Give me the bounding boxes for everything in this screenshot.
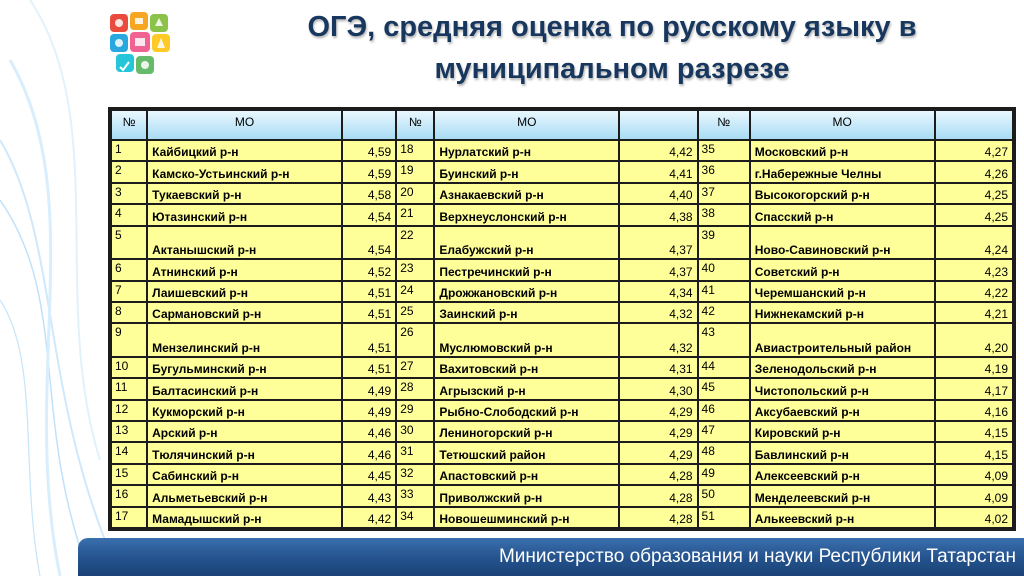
municipality-name: Советский р-н [751, 260, 934, 279]
municipality-name: Высокогорский р-н [751, 184, 934, 203]
row-number: 38 [699, 205, 749, 224]
municipality-name: Менделеевский р-н [751, 486, 934, 505]
municipality-name: Агрызский р-н [435, 379, 618, 398]
row-number: 31 [397, 443, 433, 462]
title-line-2: муниципальном разрезе [434, 53, 790, 85]
row-number: 24 [397, 282, 433, 301]
municipality-name: Муслюмовский р-н [435, 324, 618, 356]
average-score: 4,59 [343, 162, 395, 181]
municipality-name: Азнакаевский р-н [435, 184, 618, 203]
row-number: 7 [112, 282, 146, 301]
row-number: 33 [397, 486, 433, 505]
average-score: 4,29 [620, 443, 696, 462]
municipality-name: Альметьевский р-н [148, 486, 341, 505]
row-number: 10 [112, 358, 146, 377]
row-number: 23 [397, 260, 433, 279]
row-number: 41 [699, 282, 749, 301]
row-number: 51 [699, 508, 749, 528]
table-row [112, 303, 1012, 322]
table-body [112, 141, 1012, 527]
header-number: № [699, 111, 749, 139]
municipality-name: Алексеевский р-н [751, 465, 934, 484]
municipality-name: Тюлячинский р-н [148, 443, 341, 462]
average-score: 4,54 [343, 227, 395, 259]
average-score: 4,51 [343, 358, 395, 377]
row-number: 44 [699, 358, 749, 377]
municipality-name: Бугульминский р-н [148, 358, 341, 377]
average-score: 4,20 [936, 324, 1012, 356]
row-number: 40 [699, 260, 749, 279]
table-row [112, 379, 1012, 398]
average-score: 4,51 [343, 282, 395, 301]
municipality-name: Кировский р-н [751, 422, 934, 441]
row-number: 22 [397, 227, 433, 259]
table-row [112, 205, 1012, 224]
average-score: 4,27 [936, 141, 1012, 160]
row-number: 21 [397, 205, 433, 224]
average-score: 4,09 [936, 486, 1012, 505]
header-mo: МО [751, 111, 934, 139]
municipality-name: Ново-Савиновский р-н [751, 227, 934, 259]
municipality-name: Нижнекамский р-н [751, 303, 934, 322]
municipality-name: Актанышский р-н [148, 227, 341, 259]
average-score: 4,32 [620, 324, 696, 356]
table-row [112, 282, 1012, 301]
table-row [112, 184, 1012, 203]
row-number: 19 [397, 162, 433, 181]
municipality-name: Аксубаевский р-н [751, 401, 934, 420]
average-score: 4,37 [620, 227, 696, 259]
municipality-name: Буинский р-н [435, 162, 618, 181]
row-number: 4 [112, 205, 146, 224]
row-number: 49 [699, 465, 749, 484]
row-number: 42 [699, 303, 749, 322]
municipality-name: Зеленодольский р-н [751, 358, 934, 377]
row-number: 47 [699, 422, 749, 441]
row-number: 1 [112, 141, 146, 160]
average-score: 4,30 [620, 379, 696, 398]
table-row [112, 422, 1012, 441]
average-score: 4,02 [936, 508, 1012, 528]
row-number: 20 [397, 184, 433, 203]
municipality-name: Мамадышский р-н [148, 508, 341, 528]
municipality-name: Тукаевский р-н [148, 184, 341, 203]
municipality-name: Вахитовский р-н [435, 358, 618, 377]
average-score: 4,28 [620, 508, 696, 528]
footer-text: Министерство образования и науки Республики Татарстан [498, 546, 1016, 567]
municipality-name: Заинский р-н [435, 303, 618, 322]
municipality-name: Бавлинский р-н [751, 443, 934, 462]
table-row [112, 443, 1012, 462]
municipality-name: г.Набережные Челны [751, 162, 934, 181]
row-number: 9 [112, 324, 146, 356]
municipality-name: Арский р-н [148, 422, 341, 441]
municipality-name: Рыбно-Слободский р-н [435, 401, 618, 420]
average-score: 4,28 [620, 465, 696, 484]
header-score [936, 111, 1012, 139]
table-row [112, 401, 1012, 420]
row-number: 46 [699, 401, 749, 420]
average-score: 4,21 [936, 303, 1012, 322]
row-number: 2 [112, 162, 146, 181]
header-number: № [397, 111, 433, 139]
average-score: 4,26 [936, 162, 1012, 181]
municipality-name: Апастовский р-н [435, 465, 618, 484]
results-table-container [108, 107, 1016, 531]
average-score: 4,46 [343, 443, 395, 462]
row-number: 28 [397, 379, 433, 398]
average-score: 4,32 [620, 303, 696, 322]
average-score: 4,28 [620, 486, 696, 505]
row-number: 37 [699, 184, 749, 203]
row-number: 8 [112, 303, 146, 322]
municipality-name: Балтасинский р-н [148, 379, 341, 398]
row-number: 15 [112, 465, 146, 484]
municipality-name: Елабужский р-н [435, 227, 618, 259]
average-score: 4,54 [343, 205, 395, 224]
municipality-name: Новошешминский р-н [435, 508, 618, 528]
average-score: 4,29 [620, 401, 696, 420]
municipality-name: Московский р-н [751, 141, 934, 160]
municipality-name: Приволжский р-н [435, 486, 618, 505]
row-number: 27 [397, 358, 433, 377]
row-number: 14 [112, 443, 146, 462]
footer-bar [78, 538, 1024, 576]
table-row [112, 141, 1012, 160]
municipality-name: Чистопольский р-н [751, 379, 934, 398]
average-score: 4,15 [936, 422, 1012, 441]
average-score: 4,09 [936, 465, 1012, 484]
municipality-name: Атнинский р-н [148, 260, 341, 279]
table-row [112, 486, 1012, 505]
row-number: 50 [699, 486, 749, 505]
header-score [343, 111, 395, 139]
row-number: 43 [699, 324, 749, 356]
average-score: 4,51 [343, 324, 395, 356]
municipality-name: Сабинский р-н [148, 465, 341, 484]
row-number: 32 [397, 465, 433, 484]
page-title [200, 6, 1024, 98]
row-number: 3 [112, 184, 146, 203]
header-score [620, 111, 696, 139]
row-number: 12 [112, 401, 146, 420]
municipality-name: Ютазинский р-н [148, 205, 341, 224]
average-score: 4,22 [936, 282, 1012, 301]
municipality-name: Мензелинский р-н [148, 324, 341, 356]
average-score: 4,23 [936, 260, 1012, 279]
average-score: 4,25 [936, 184, 1012, 203]
row-number: 30 [397, 422, 433, 441]
row-number: 34 [397, 508, 433, 528]
header-mo: МО [148, 111, 341, 139]
average-score: 4,15 [936, 443, 1012, 462]
header-number: № [112, 111, 146, 139]
average-score: 4,38 [620, 205, 696, 224]
municipality-name: Лаишевский р-н [148, 282, 341, 301]
row-number: 17 [112, 508, 146, 528]
row-number: 39 [699, 227, 749, 259]
average-score: 4,16 [936, 401, 1012, 420]
municipality-name: Тетюшский район [435, 443, 618, 462]
average-score: 4,40 [620, 184, 696, 203]
row-number: 5 [112, 227, 146, 259]
row-number: 13 [112, 422, 146, 441]
average-score: 4,43 [343, 486, 395, 505]
municipality-name: Авиастроительный район [751, 324, 934, 356]
average-score: 4,19 [936, 358, 1012, 377]
municipality-name: Кукморский р-н [148, 401, 341, 420]
municipality-name: Спасский р-н [751, 205, 934, 224]
row-number: 45 [699, 379, 749, 398]
row-number: 11 [112, 379, 146, 398]
table-row [112, 465, 1012, 484]
average-score: 4,52 [343, 260, 395, 279]
average-score: 4,41 [620, 162, 696, 181]
row-number: 16 [112, 486, 146, 505]
average-score: 4,42 [343, 508, 395, 528]
row-number: 25 [397, 303, 433, 322]
table-row [112, 260, 1012, 279]
municipality-name: Кайбицкий р-н [148, 141, 341, 160]
average-score: 4,17 [936, 379, 1012, 398]
table-header-row [112, 111, 1012, 139]
row-number: 36 [699, 162, 749, 181]
row-number: 29 [397, 401, 433, 420]
results-table [110, 109, 1014, 529]
table-row [112, 508, 1012, 528]
municipality-name: Пестречинский р-н [435, 260, 618, 279]
table-row [112, 324, 1012, 356]
average-score: 4,45 [343, 465, 395, 484]
average-score: 4,37 [620, 260, 696, 279]
average-score: 4,31 [620, 358, 696, 377]
municipality-name: Нурлатский р-н [435, 141, 618, 160]
average-score: 4,49 [343, 401, 395, 420]
table-row [112, 358, 1012, 377]
row-number: 35 [699, 141, 749, 160]
municipality-name: Сармановский р-н [148, 303, 341, 322]
average-score: 4,51 [343, 303, 395, 322]
table-row [112, 227, 1012, 259]
header-mo: МО [435, 111, 618, 139]
row-number: 18 [397, 141, 433, 160]
municipality-name: Лениногорский р-н [435, 422, 618, 441]
municipality-name: Дрожжановский р-н [435, 282, 618, 301]
average-score: 4,29 [620, 422, 696, 441]
municipality-name: Черемшанский р-н [751, 282, 934, 301]
average-score: 4,24 [936, 227, 1012, 259]
row-number: 26 [397, 324, 433, 356]
table-row [112, 162, 1012, 181]
average-score: 4,25 [936, 205, 1012, 224]
average-score: 4,49 [343, 379, 395, 398]
municipality-name: Верхнеуслонский р-н [435, 205, 618, 224]
municipality-name: Алькеевский р-н [751, 508, 934, 528]
average-score: 4,58 [343, 184, 395, 203]
row-number: 6 [112, 260, 146, 279]
municipality-name: Камско-Устьинский р-н [148, 162, 341, 181]
average-score: 4,59 [343, 141, 395, 160]
average-score: 4,34 [620, 282, 696, 301]
row-number: 48 [699, 443, 749, 462]
average-score: 4,42 [620, 141, 696, 160]
education-logo-icon [108, 10, 184, 86]
title-line-1: ОГЭ, средняя оценка по русскому языку в [307, 11, 917, 43]
average-score: 4,46 [343, 422, 395, 441]
